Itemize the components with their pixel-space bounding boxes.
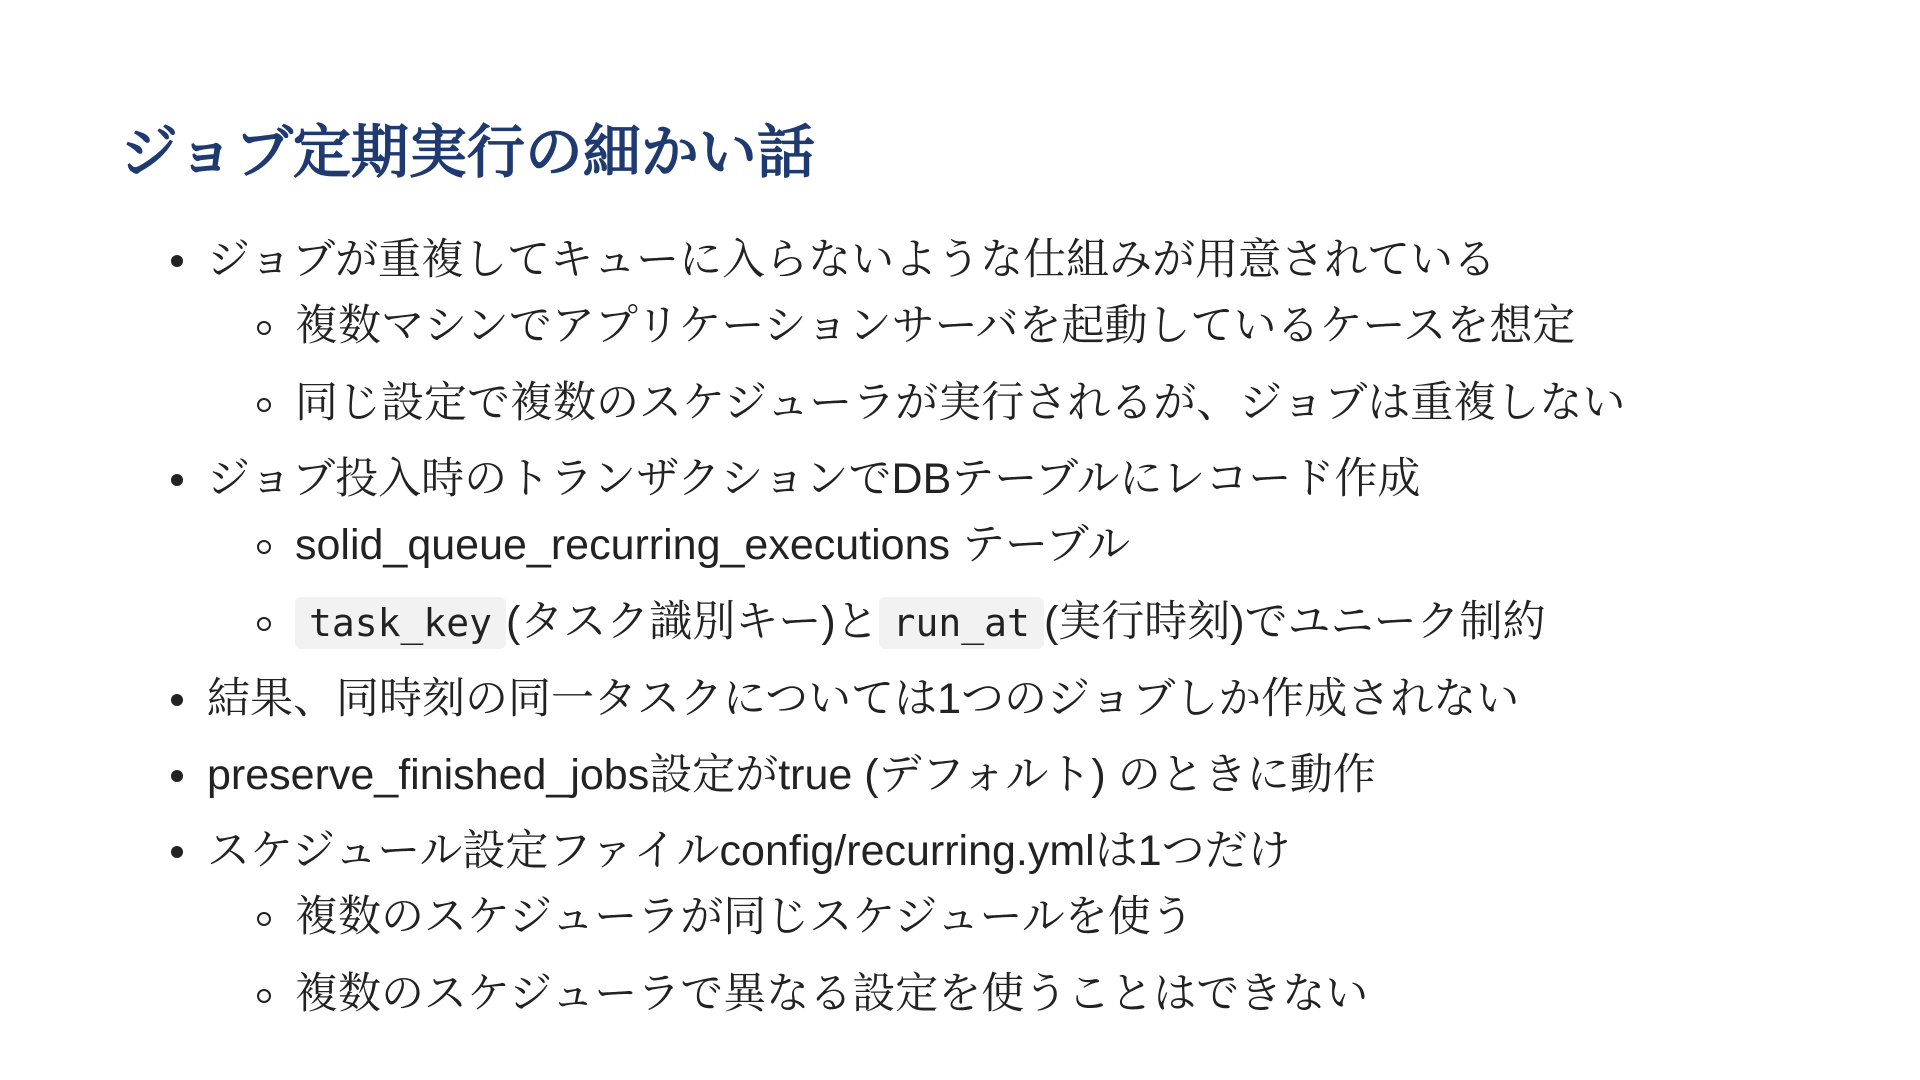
sub-list-item-text: 複数のスケジューラで異なる設定を使うことはできない <box>295 970 1369 1018</box>
list-item-text: スケジュール設定ファイルconfig/recurring.ymlは1つだけ <box>207 827 1291 875</box>
list-item <box>0 230 1625 433</box>
sub-list-item <box>207 887 1625 947</box>
list-item <box>0 669 1625 729</box>
bullet-circle-icon <box>257 912 271 926</box>
list-item <box>0 745 1625 805</box>
sub-list-item-text: 複数マシンでアプリケーションサーバを起動しているケースを想定 <box>295 302 1576 350</box>
slide-title: ジョブ定期実行の細かい話 <box>120 120 815 185</box>
sub-list-item <box>207 296 1625 356</box>
sub-bullet-list <box>207 887 1625 1024</box>
bullet-disc-icon <box>171 255 183 267</box>
sub-list-item <box>207 592 1625 653</box>
list-item-text: 結果、同時刻の同一タスクについては1つのジョブしか作成されない <box>207 675 1520 723</box>
bullet-circle-icon <box>257 398 271 412</box>
inline-code-run-at: run_at <box>879 597 1044 649</box>
bullet-disc-icon <box>171 846 183 858</box>
sub-list-item <box>207 515 1625 575</box>
bullet-circle-icon <box>257 540 271 554</box>
inline-code-task-key: task_key <box>295 597 506 649</box>
list-item-text: ジョブ投入時のトランザクションでDBテーブルにレコード作成 <box>207 455 1421 503</box>
bullet-disc-icon <box>171 770 183 782</box>
sub-list-item-text: 複数のスケジューラが同じスケジュールを使う <box>295 893 1194 941</box>
bullet-circle-icon <box>257 617 271 631</box>
sub-list-item-text: 同じ設定で複数のスケジューラが実行されるが、ジョブは重複しない <box>295 379 1626 427</box>
sub-bullet-list <box>207 515 1625 653</box>
sub-bullet-list <box>207 296 1625 433</box>
sub-list-item-text: solid_queue_recurring_executions テーブル <box>295 521 1131 569</box>
sub-list-item-text: (実行時刻)でユニーク制約 <box>1043 598 1546 646</box>
bullet-list <box>0 230 1625 1024</box>
sub-list-item <box>207 964 1625 1024</box>
list-item-text: ジョブが重複してキューに入らないような仕組みが用意されている <box>207 236 1497 284</box>
bullet-disc-icon <box>171 474 183 486</box>
list-item-text: preserve_finished_jobs設定がtrue (デフォルト) のときに動作 <box>207 751 1376 799</box>
bullet-disc-icon <box>171 694 183 706</box>
bullet-circle-icon <box>257 321 271 335</box>
sub-list-item-text: (タスク識別キー)と <box>506 598 879 646</box>
list-item <box>0 449 1625 653</box>
list-item <box>0 821 1625 1024</box>
bullet-circle-icon <box>257 989 271 1003</box>
sub-list-item <box>207 373 1625 433</box>
